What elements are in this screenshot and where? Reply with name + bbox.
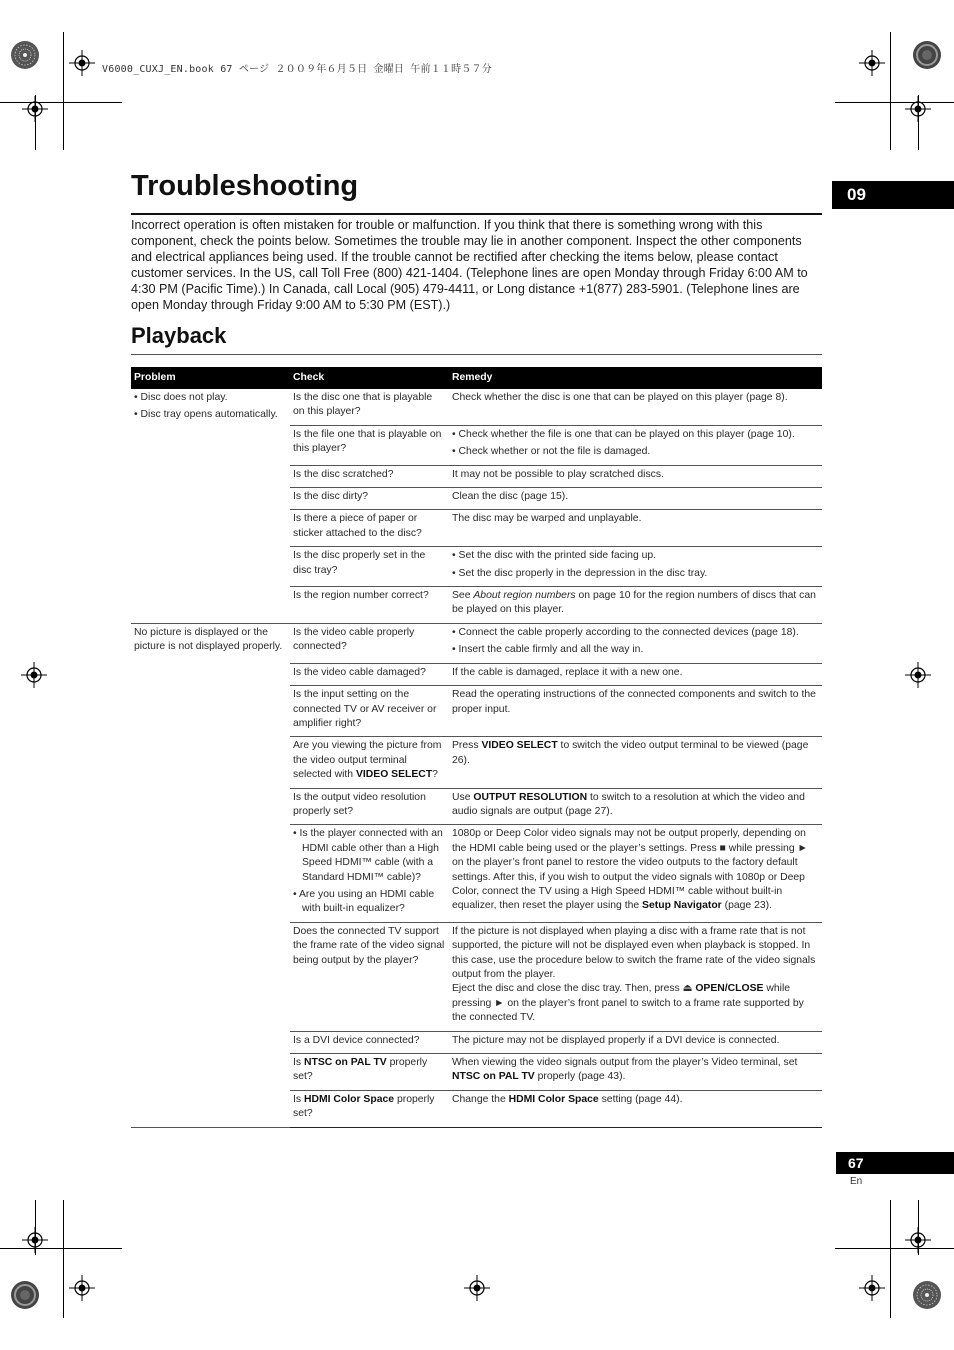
remedy-cell (449, 825, 822, 922)
remedy-cell (449, 1054, 822, 1091)
remedy-item: • Check whether the file is one that can be played on this player (page 10). (452, 428, 819, 442)
check-cell: Is the file one that is playable on this player? (290, 425, 449, 465)
check-cell: Is a DVI device connected? (290, 1031, 449, 1053)
section-title: Playback (131, 323, 227, 348)
remedy-cell: If the cable is damaged, replace it with a new one. (449, 663, 822, 685)
page-title: Troubleshooting (131, 170, 359, 202)
check-cell: Is the disc properly set in the disc tray? (290, 547, 449, 587)
check-cell: Does the connected TV support the frame rate of the video signal being output by the player? (290, 922, 449, 1031)
remedy-key: OPEN/CLOSE (695, 983, 764, 995)
problem-cell: No picture is displayed or the picture is not displayed properly. (131, 623, 290, 1127)
table-header-row (131, 367, 822, 389)
remedy-cell (449, 425, 822, 465)
header-check: Check (290, 367, 449, 389)
color-wheel-icon (912, 40, 942, 70)
chapter-tab: 09 (832, 181, 954, 209)
registration-mark-icon (905, 662, 931, 688)
remedy-cell (449, 737, 822, 788)
remedy-cell: Check whether the disc is one that can be played on this player (page 8). (449, 389, 822, 425)
remedy-cell (449, 587, 822, 624)
remedy-text: Press (452, 740, 482, 752)
remedy-text: setting (page 44). (598, 1093, 683, 1105)
remedy-text: while pressing ► on the player’s front panel to switch to a frame rate supported by the connected TV. (452, 983, 804, 1024)
check-cell (290, 737, 449, 788)
registration-mark-icon (69, 1275, 95, 1301)
check-text: Are you viewing the picture from the video output terminal selected with (293, 740, 442, 781)
check-cell (290, 1054, 449, 1091)
table-row (131, 623, 822, 663)
registration-mark-icon (905, 1227, 931, 1253)
check-cell: Is the video cable properly connected? (290, 623, 449, 663)
check-cell: Is the disc one that is playable on this player? (290, 389, 449, 425)
check-cell: Is the video cable damaged? (290, 663, 449, 685)
remedy-cell (449, 547, 822, 587)
title-divider (131, 213, 822, 215)
registration-mark-icon (464, 1275, 490, 1301)
remedy-cell: The disc may be warped and unplayable. (449, 510, 822, 547)
remedy-cell (449, 1090, 822, 1127)
color-wheel-icon (912, 1280, 942, 1310)
registration-mark-icon (22, 1227, 48, 1253)
registration-mark-icon (859, 50, 885, 76)
registration-mark-icon (905, 96, 931, 122)
page-number: 67 (836, 1152, 954, 1174)
check-key: HDMI Color Space (303, 1093, 395, 1105)
remedy-cell: Read the operating instructions of the connected components and switch to the proper input. (449, 686, 822, 737)
print-header: V6000_CUXJ_EN.book 67 ページ ２００９年６月５日 金曜日 午前１１時５７分 (102, 64, 492, 75)
remedy-text: Eject the disc and close the disc tray. Then, press ⏏ (452, 983, 696, 995)
check-cell: Is there a piece of paper or sticker attached to the disc? (290, 510, 449, 547)
crop-mark (0, 102, 122, 103)
color-wheel-icon (10, 1280, 40, 1310)
check-text: Is (293, 1093, 304, 1105)
check-cell: Is the output video resolution properly set? (290, 788, 449, 825)
remedy-cell (449, 623, 822, 663)
check-cell (290, 825, 449, 922)
check-cell (290, 1090, 449, 1127)
registration-mark-icon (21, 662, 47, 688)
problem-cell (131, 389, 290, 623)
check-key: NTSC on PAL TV (303, 1057, 387, 1069)
check-text: Is (293, 1057, 304, 1069)
remedy-text: When viewing the video signals output from the player’s Video terminal, set (452, 1057, 798, 1069)
check-item: • Are you using an HDMI cable with built-in equalizer? (293, 888, 446, 917)
remedy-key: NTSC on PAL TV (452, 1071, 535, 1083)
remedy-cell: It may not be possible to play scratched discs. (449, 465, 822, 487)
check-key: VIDEO SELECT (355, 769, 433, 781)
check-item: • Is the player connected with an HDMI cable other than a High Speed HDMI™ cable (with a Standard HDMI™ cable)? (293, 827, 446, 885)
header-problem: Problem (131, 367, 290, 389)
crop-mark (63, 32, 64, 150)
crop-mark (835, 1248, 954, 1249)
remedy-key: HDMI Color Space (508, 1093, 599, 1105)
remedy-cell (449, 788, 822, 825)
remedy-text: If the picture is not displayed when playing a disc with a frame rate that is not supported, the picture will not be displayed even when playback is stopped. In this case, use the procedure below to switch the frame rate of the video signals output from the player. (452, 925, 816, 980)
problem-item: • Disc does not play. (134, 391, 287, 405)
remedy-reference: About region numbers (473, 590, 576, 602)
remedy-item: • Connect the cable properly according to the connected devices (page 18). (452, 626, 819, 640)
check-text: properly set? (293, 1057, 428, 1083)
color-wheel-icon (10, 40, 40, 70)
remedy-item: • Insert the cable firmly and all the way in. (452, 643, 819, 657)
section-divider (131, 354, 822, 355)
remedy-item: • Set the disc properly in the depression in the disc tray. (452, 567, 819, 581)
remedy-cell: The picture may not be displayed properly if a DVI device is connected. (449, 1031, 822, 1053)
check-cell: Is the disc scratched? (290, 465, 449, 487)
remedy-text: (page 23). (721, 900, 772, 912)
language-code: En (850, 1176, 863, 1187)
header-remedy: Remedy (449, 367, 822, 389)
remedy-item: • Set the disc with the printed side facing up. (452, 549, 819, 563)
check-text: ? (432, 769, 438, 781)
registration-mark-icon (69, 50, 95, 76)
check-cell: Is the input setting on the connected TV or AV receiver or amplifier right? (290, 686, 449, 737)
remedy-cell: Clean the disc (page 15). (449, 488, 822, 510)
registration-mark-icon (22, 96, 48, 122)
crop-mark (890, 1200, 891, 1318)
crop-mark (890, 32, 891, 150)
remedy-text: to switch the video output terminal to be viewed (page 26). (452, 740, 809, 766)
check-text: properly set? (293, 1093, 435, 1120)
remedy-cell (449, 922, 822, 1031)
troubleshooting-table (131, 367, 822, 1128)
intro-paragraph: Incorrect operation is often mistaken for trouble or malfunction. If you think that there is something wrong with this component, check the points below. Sometimes the trouble may lie in another component. Inspect the other components and electrical appliances being used. If the trouble cannot be rectified after checking the items below, please contact customer services. In the US, call Toll Free (800) 421-1404. (Telephone lines are open Monday through Friday 6:00 AM to 4:30 PM (Pacific Time).) In Canada, call Local (905) 479-4411, or Long distance +1(877) 283-5901. (Telephone lines are open Monday through Friday 9:00 AM to 5:30 PM (EST).) (131, 218, 808, 313)
remedy-text: See (452, 590, 474, 602)
remedy-text: properly (page 43). (534, 1071, 626, 1083)
remedy-text-block (452, 982, 819, 1025)
remedy-item: • Check whether or not the file is damaged. (452, 445, 819, 459)
crop-mark (63, 1200, 64, 1318)
remedy-key: OUTPUT RESOLUTION (473, 791, 588, 803)
remedy-key: Setup Navigator (642, 900, 722, 912)
remedy-text: to switch to a resolution at which the video and audio signals are output (page 27). (452, 791, 805, 817)
remedy-text: Use (452, 791, 474, 803)
check-cell: Is the region number correct? (290, 587, 449, 624)
crop-mark (0, 1248, 122, 1249)
remedy-text: Change the (452, 1093, 509, 1105)
check-cell: Is the disc dirty? (290, 488, 449, 510)
table-row (131, 389, 822, 425)
crop-mark (835, 102, 954, 103)
remedy-text: on page 10 for the region numbers of discs that can be played on this player. (452, 590, 816, 616)
problem-item: • Disc tray opens automatically. (134, 408, 287, 422)
remedy-key: VIDEO SELECT (481, 740, 558, 752)
registration-mark-icon (859, 1275, 885, 1301)
remedy-text: 1080p or Deep Color video signals may not be output properly, depending on the HDMI cable being used or the player’s settings. Press ■ while pressing ► on the player’s front panel to restore the video outputs to the factory default settings. After this, if you wish to output the video signals with 1080p or Deep Color, connect the TV using a High Speed HDMI™ cable without built-in equalizer, then reset the player using the (452, 828, 808, 912)
